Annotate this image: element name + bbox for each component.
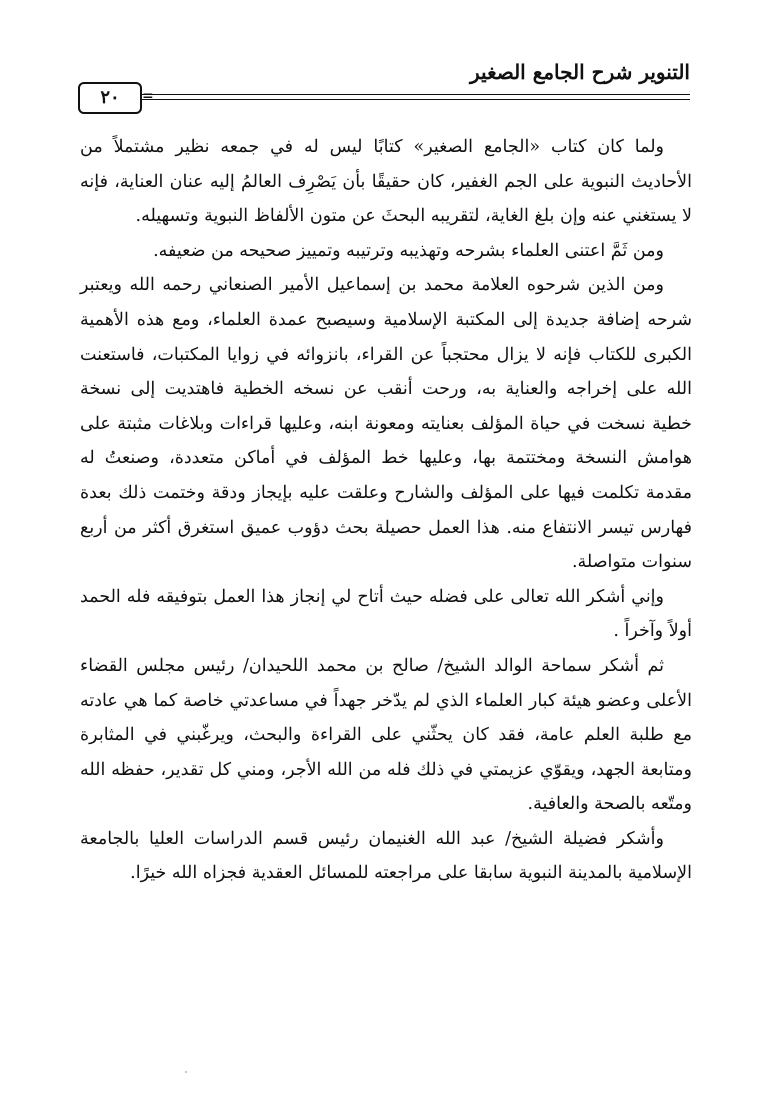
paragraph-commentary: ومن الذين شرحوه العلامة محمد بن إسماعيل الأمير الصنعاني رحمه الله ويعتبر شرحه إضافة جديدة إلى المكتبة الإسلامية وسيصبح عمدة العلماء، ومع هذه الأهمية الكبرى للكتاب فإنه لا يزال محتجباً عن القراء، بانزوائه في زوايا المكتبات، فاستعنت الله على إخراجه والعناية به، ورحت أنقب عن نسخه الخطية فاهتديت إلى نسخة خطية نسخت في حياة المؤلف بعنايته ومعونة ابنه، وعليها قراءات وبلاغات مثبتة على هوامش النسخة ومختتمة بها، وعليها خط المؤلف في أماكن متعددة، وصنعتُ له مقدمة تكلمت فيها على المؤلف والشارح وعلقت عليه بإيجاز ودقة وختمت ذلك بعدة فهارس تيسر الانتفاع منه. هذا العمل حصيلة بحث دؤوب عميق استغرق أكثر من أربع سنوات متواصلة.	[80, 275, 692, 573]
page-number: ٢٠	[78, 82, 142, 114]
footer-dot	[184, 1070, 188, 1074]
paragraph-thanks-sheikh-ghunaiman: وأشكر فضيلة الشيخ/ عبد الله الغنيمان رئيس قسم الدراسات العليا بالجامعة الإسلامية بالمدينة النبوية سابقا على مراجعته للمسائل العقدية فجزاه الله خيرًا.	[80, 828, 692, 884]
paragraph-thanks-sheikh-luhaidan: ثم أشكر سماحة الوالد الشيخ/ صالح بن محمد اللحيدان/ رئيس مجلس القضاء الأعلى وعضو هيئة كبار العلماء الذي لم يدّخر جهداً في مساعدتي خاصة كما هي عادته مع طلبة العلم عامة، فقد كان يحثّني على القراءة والبحث، ويرغّبني في المثابرة ومتابعة الجهد، ويقوّي عزيمتي في ذلك فله من الله الأجر، ومني كل تقدير، حفظه الله ومتّعه بالصحة والعافية.	[80, 655, 692, 815]
header-rule	[106, 94, 690, 95]
header-title: التنوير شرح الجامع الصغير	[470, 60, 690, 84]
paragraph-thanks-god: وإني أشكر الله تعالى على فضله حيث أتاح لي إنجاز هذا العمل بتوفيقه فله الحمد أولاً وآخراً .	[80, 586, 692, 642]
paragraph-intro: ولما كان كتاب «الجامع الصغير» كتابًا ليس له في جمعه نظير مشتملاً من الأحاديث النبوية على الجم الغفير، كان حقيقًا بأن يَصْرِف العالمُ إليه عنان العناية، فإنه لا يستغني عنه وإن بلغ الغاية، لتقريبه البحثَ عن متون الألفاظ النبوية وتسهيله.	[80, 137, 692, 227]
page-number-mark: =	[142, 88, 154, 104]
body-text	[80, 130, 692, 891]
running-header	[78, 58, 690, 114]
paragraph-scholars-care: ومن ثَمَّ اعتنى العلماء بشرحه وتهذيبه وترتيبه وتمييز صحيحه من ضعيفه.	[153, 240, 664, 261]
header-rule-secondary	[106, 99, 690, 100]
